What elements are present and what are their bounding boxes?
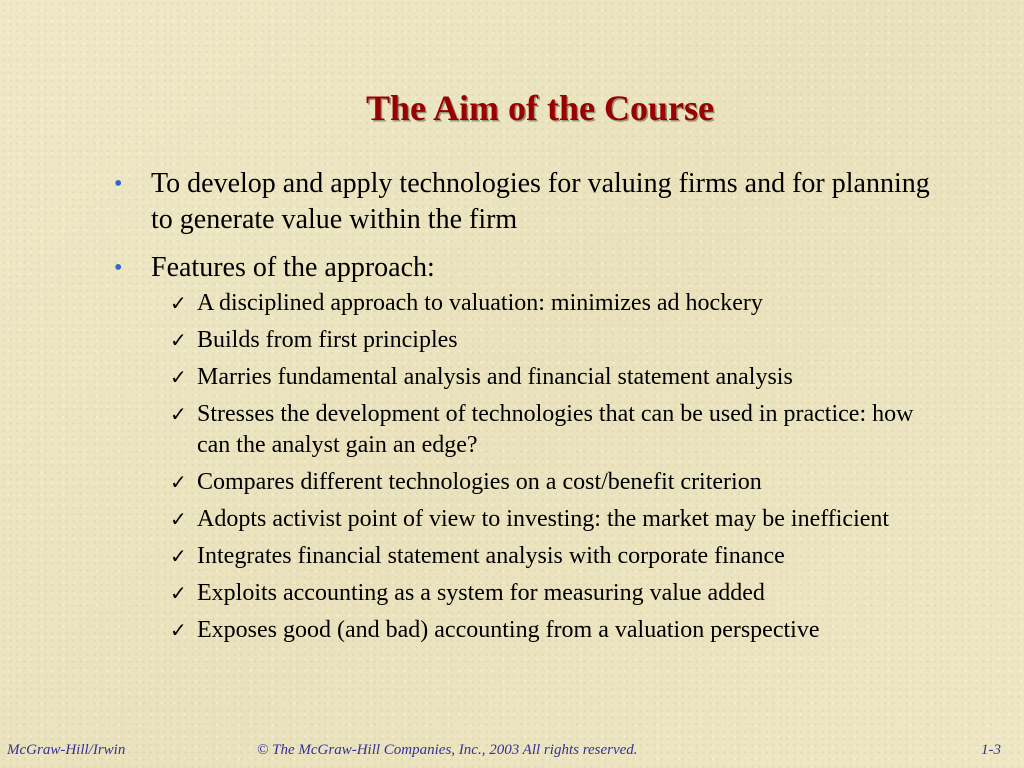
sub-bullet-item [110,504,950,535]
sub-bullet-text: Compares different technologies on a cost/benefit criterion [197,469,762,495]
checkmark-icon: ✓ [170,581,187,605]
sub-bullet-item [110,362,950,393]
bullet-text: Features of the approach: [151,252,435,283]
checkmark-icon: ✓ [170,507,187,531]
checkmark-icon: ✓ [170,291,187,315]
footer-page-number: 1-3 [981,742,1001,758]
footer-publisher: McGraw-Hill/Irwin [7,742,126,758]
checkmark-icon: ✓ [170,618,187,642]
sub-bullet-item [110,399,950,461]
sub-bullet-list [110,288,950,646]
sub-bullet-text: Builds from first principles [197,327,458,353]
checkmark-icon: ✓ [170,328,187,352]
sub-bullet-text: Integrates financial statement analysis with corporate finance [197,543,785,569]
checkmark-icon: ✓ [170,544,187,568]
footer-copyright: © The McGraw-Hill Companies, Inc., 2003 All rights reserved. [257,742,638,758]
sub-bullet-item [110,541,950,572]
sub-bullet-item [110,615,950,646]
sub-bullet-text: Exploits accounting as a system for measuring value added [197,580,765,606]
bullet-item [110,166,950,238]
bullet-item [110,250,950,286]
sub-bullet-item [110,467,950,498]
sub-bullet-item [110,578,950,609]
sub-bullet-item [110,288,950,319]
bullet-dot-icon: • [114,171,123,197]
sub-bullet-text: Stresses the development of technologies that can be used in practice: how can the analyst gain an edge? [197,401,914,458]
sub-bullet-text: Adopts activist point of view to investing: the market may be inefficient [197,506,890,532]
slide-title-container [366,86,714,130]
slide-body [110,166,950,646]
checkmark-icon: ✓ [170,365,187,389]
bullet-text: To develop and apply technologies for valuing firms and for planning to generate value within the firm [151,168,930,235]
checkmark-icon: ✓ [170,470,187,494]
bullet-dot-icon: • [114,255,123,281]
sub-bullet-text: Exposes good (and bad) accounting from a valuation perspective [197,617,820,643]
slide-title: The Aim of the Course [366,88,714,128]
sub-bullet-text: A disciplined approach to valuation: minimizes ad hockery [197,290,763,316]
sub-bullet-text: Marries fundamental analysis and financial statement analysis [197,364,793,390]
checkmark-icon: ✓ [170,402,187,426]
sub-bullet-item [110,325,950,356]
